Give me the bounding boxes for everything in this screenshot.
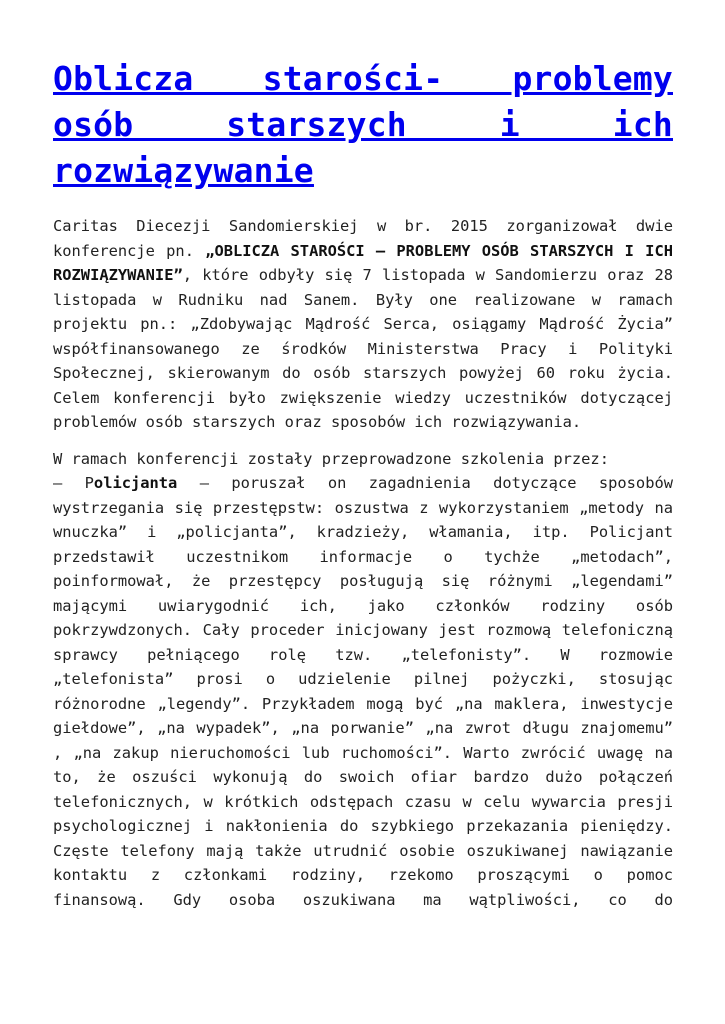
intro-text-start: Caritas Diecezji Sandomierskiej w br. 2015 zorganizował dwie konferencje pn. xyxy=(53,217,673,260)
police-training-item xyxy=(53,471,673,912)
trainings-paragraph xyxy=(53,447,673,913)
trainings-lead: W ramach konferencji zostały przeprowadzone szkolenia przez: xyxy=(53,449,609,468)
police-dash: – P xyxy=(53,474,94,492)
conference-name: „OBLICZA STAROŚCI – PROBLEMY OSÓB STARSZYCH I ICH ROZWIĄZYWANIE” xyxy=(53,241,673,284)
police-label: olicjanta xyxy=(93,474,178,492)
article xyxy=(53,56,673,912)
police-training-text: – poruszał on zagadnienia dotyczące sposobów wystrzegania się przestępstw: oszustwa z wykorzystaniem „metody na wnuczka” i „policjanta”, kradzieży, włamania, itp. Policjant przedstawił uczestnikom informacje o tychże „metodach”, poinformował, że przestępcy posługują się różnymi „legendami” mającymi uwiarygodnić ich, jako członków rodziny osób pokrzywdzonych. Cały proceder inicjowany jest rozmową telefoniczną sprawcy pełniącego rolę tzw. „telefonisty”. W rozmowie „telefonista” prosi o udzielenie pilnej pożyczki, stosując różnorodne „legendy”. Przykładem mogą być „na maklera, inwestycje giełdowe”, „na wypadek”, „na porwanie” „na zwrot długu znajomemu” , „na zakup nieruchomości lub ruchomości”. Warto zwrócić uwagę na to, że oszuści wykonują do swoich ofiar bardzo dużo połączeń telefonicznych, w krótkich odstępach czasu w celu wywarcia presji psychologicznej i nakłonienia do szybkiego przekazania pieniędzy. Częste telefony mają także utrudnić osobie oszukiwanej nawiązanie kontaktu z członkami rodziny, rzekomo proszącymi o pomoc finansową. Gdy osoba oszukiwana ma wątpliwości, co do xyxy=(53,474,673,909)
article-title xyxy=(53,56,673,194)
intro-text-end: , które odbyły się 7 listopada w Sandomierzu oraz 28 listopada w Rudniku nad Sanem. Były one realizowane w ramach projektu pn.: „Zdobywając Mądrość Serca, osiągamy Mądrość Życia” współfinansowanego ze środków Ministerstwa Pracy i Polityki Społecznej, skierowanym do osób starszych powyżej 60 roku życia. Celem konferencji było zwiększenie wiedzy uczestników dotyczącej problemów osób starszych oraz sposobów ich rozwiązywania. xyxy=(53,266,673,431)
article-title-link[interactable]: Oblicza starości- problemy osób starszych i ich rozwiązywanie xyxy=(53,59,673,190)
intro-paragraph xyxy=(53,214,673,435)
